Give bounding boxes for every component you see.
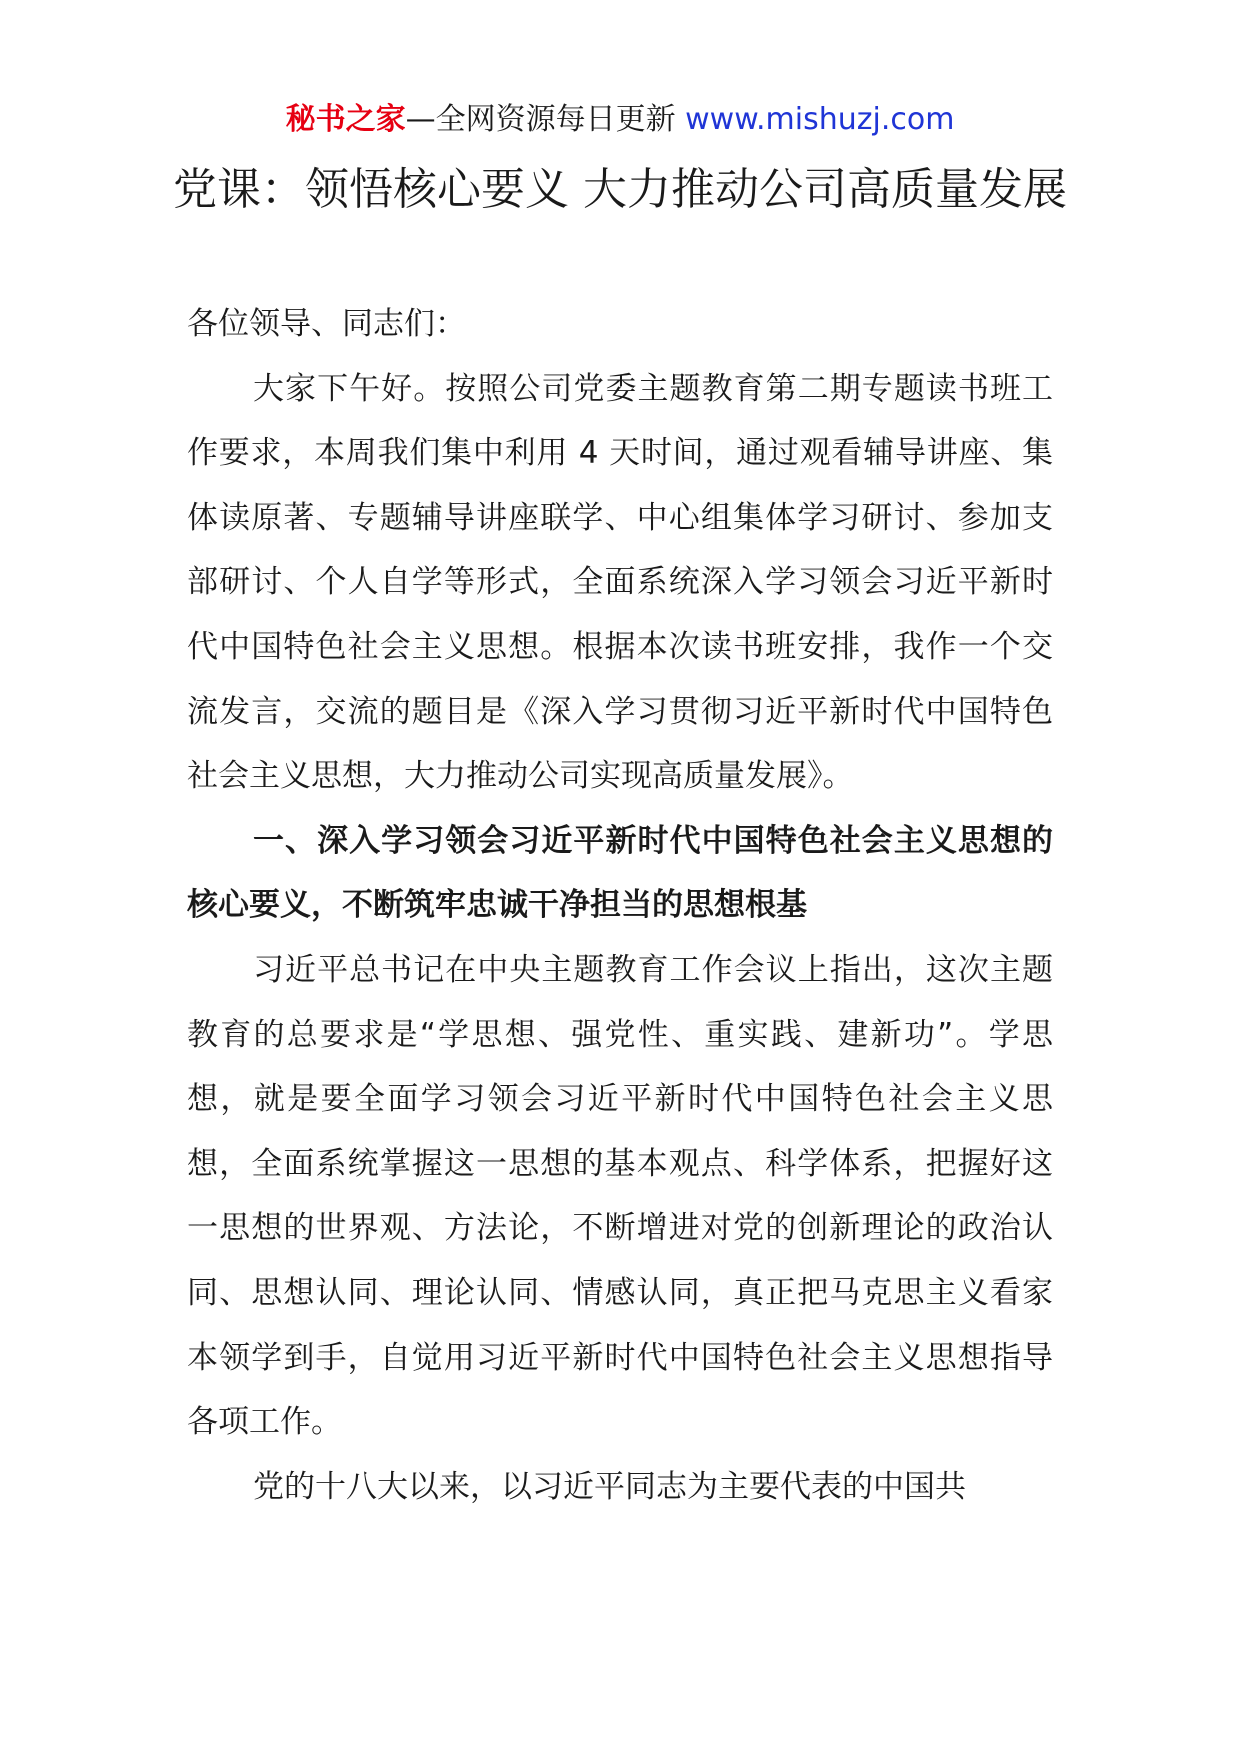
banner-brand: 秘书之家: [285, 102, 406, 137]
paragraph-continued: 党的十八大以来，以习近平同志为主要代表的中国共: [253, 1468, 966, 1505]
source-banner: [0, 100, 1240, 140]
salutation: 各位领导、同志们：: [187, 306, 466, 342]
document-title: 党课：领悟核心要义 大力推动公司高质量发展: [173, 164, 1067, 215]
paragraph-intro: 大家下午好。按照公司党委主题教育第二期专题读书班工作要求，本周我们集中利用 4 天时间，通过观看辅导讲座、集体读原著、专题辅导讲座联学、中心组集体学习研讨、参加支部研讨、个人自学等形式，全面系统深入学习领会习近平新时代中国特色社会主义思想。根据本次读书班安排，我作一个交流发言，交流的题目是《深入学习贯彻习近平新时代中国特色社会主义思想，大力推动公司实现高质量发展》。: [187, 370, 1053, 795]
banner-url-link[interactable]: www.mishuzj.com: [685, 102, 955, 137]
banner-slogan: —全网资源每日更新: [405, 102, 686, 137]
section-heading-1: 一、深入学习领会习近平新时代中国特色社会主义思想的核心要义，不断筑牢忠诚干净担当的思想根基: [187, 822, 1053, 924]
document-body: [187, 292, 1053, 1519]
paragraph-section-1: 习近平总书记在中央主题教育工作会议上指出，这次主题教育的总要求是“学思想、强党性、重实践、建新功”。学思想，就是要全面学习领会习近平新时代中国特色社会主义思想，全面系统掌握这一思想的基本观点、科学体系，把握好这一思想的世界观、方法论，不断增进对党的创新理论的政治认同、思想认同、理论认同、情感认同，真正把马克思主义看家本领学到手，自觉用习近平新时代中国特色社会主义思想指导各项工作。: [187, 951, 1053, 1441]
